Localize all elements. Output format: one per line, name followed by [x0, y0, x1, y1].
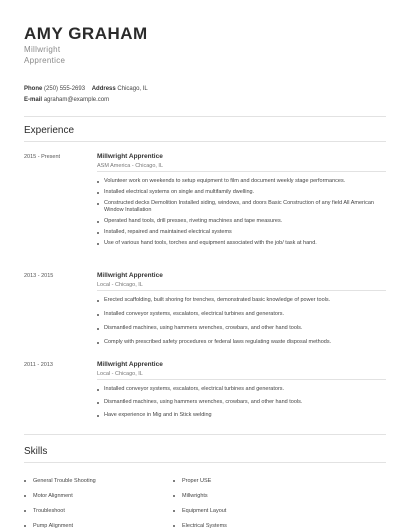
job-divider — [97, 379, 386, 380]
header-divider — [24, 116, 386, 117]
contact-email-row — [24, 97, 109, 103]
phone-value: (250) 555-2693 — [44, 86, 86, 92]
list-item: Dismantled machines, using hammers wrenches, crowbars, and other hand tools. — [97, 399, 387, 406]
address-value: Chicago, IL — [117, 86, 148, 92]
skill-item: Motor Alignment — [24, 493, 73, 499]
job-title: Millwright Apprentice — [97, 153, 163, 160]
list-item: Constructed decks Demolition Installed siding, windows, and doors Basic Construction of any field All American Window Installation — [97, 200, 387, 214]
skill-item: Electrical Systems — [173, 523, 227, 529]
experience-heading: Experience — [24, 125, 75, 136]
contact-phone-row — [24, 86, 148, 92]
list-item: Installed electrical systems on single and multifamily dwelling. — [97, 189, 387, 196]
skills-heading: Skills — [24, 446, 48, 457]
list-item: Operated hand tools, drill presses, riveting machines and tape measures. — [97, 218, 387, 225]
address-label: Address — [91, 86, 116, 92]
list-item: Volunteer work on weekends to setup equipment to film and document weekly stage performances. — [97, 178, 387, 185]
list-item: Use of various hand tools, torches and equipment associated with the job/ task at hand. — [97, 240, 387, 247]
skills-top-divider — [24, 434, 386, 435]
skill-item: Millwrights — [173, 493, 208, 499]
phone-label: Phone — [24, 86, 43, 92]
skill-item: Proper USE — [173, 478, 211, 484]
job-date: 2011 - 2013 — [24, 362, 53, 368]
job-title-line-2: Apprentice — [24, 56, 66, 65]
list-item: Installed, repaired and maintained electrical systems — [97, 229, 387, 236]
candidate-name: AMY GRAHAM — [24, 24, 148, 43]
skills-divider — [24, 462, 386, 463]
email-label: E-mail — [24, 97, 43, 103]
job-company: Local - Chicago, IL — [97, 371, 143, 377]
job-title: Millwright Apprentice — [97, 361, 163, 368]
list-item: Have experience in Mig and in Stick welding — [97, 412, 387, 419]
job-bullet-list — [97, 297, 387, 346]
job-date: 2015 - Present — [24, 154, 61, 160]
job-bullet-list — [97, 386, 387, 419]
job-title-line-1: Millwright — [24, 45, 61, 54]
job-date: 2013 - 2015 — [24, 273, 54, 279]
job-company: ASM America - Chicago, IL — [97, 163, 164, 169]
job-title: Millwright Apprentice — [97, 272, 163, 279]
email-value[interactable]: agraham@example.com — [43, 97, 110, 103]
skill-item: Equipment Layout — [173, 508, 226, 514]
list-item: Comply with prescribed safety procedures or federal laws regulating waste disposal methods. — [97, 339, 387, 346]
list-item: Erected scaffolding, built shoring for trenches, demonstrated basic knowledge of power tools. — [97, 297, 387, 304]
skill-item: Pump Alignment — [24, 523, 73, 529]
job-company: Local - Chicago, IL — [97, 282, 143, 288]
list-item: Installed conveyor systems, escalators, electrical turbines and generators. — [97, 311, 387, 318]
skill-item: Troubleshoot — [24, 508, 65, 514]
job-bullet-list — [97, 178, 387, 247]
list-item: Installed conveyor systems, escalators, electrical turbines and generators. — [97, 386, 387, 393]
list-item: Dismantled machines, using hammers wrenches, crowbars, and other hand tools. — [97, 325, 387, 332]
job-divider — [97, 290, 386, 291]
job-divider — [97, 171, 386, 172]
experience-divider — [24, 141, 386, 142]
skill-item: General Trouble Shooting — [24, 478, 96, 484]
